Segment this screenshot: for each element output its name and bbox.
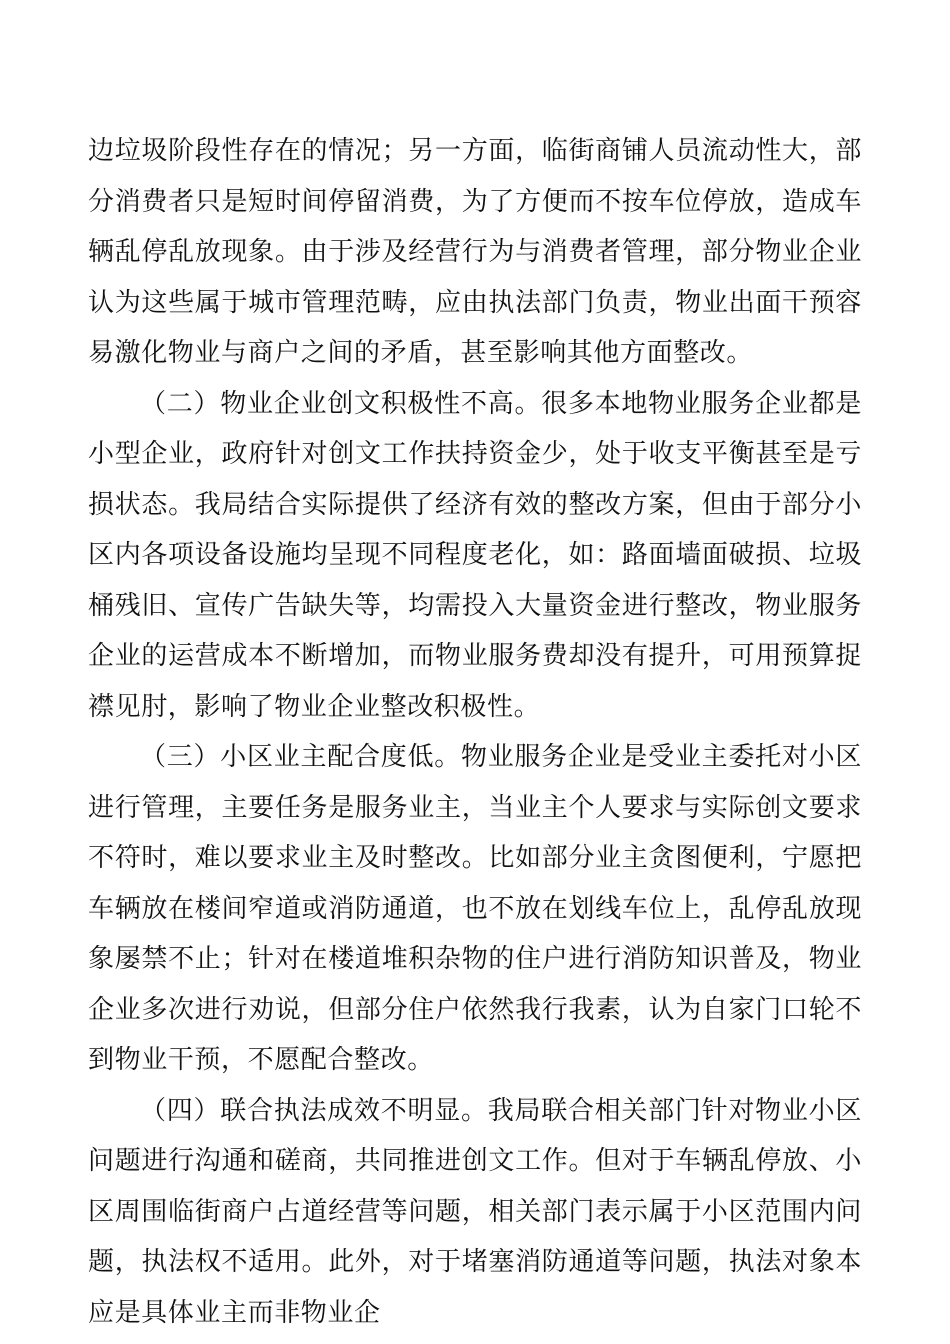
paragraph-section-3: （三）小区业主配合度低。物业服务企业是受业主委托对小区进行管理，主要任务是服务业主，当业主个人要求与实际创文要求不符时，难以要求业主及时整改。比如部分业主贪图便利，宁愿把车辆放在楼间窄道或消防通道，也不放在划线车位上，乱停乱放现象屡禁不止；针对在楼道堆积杂物的住户进行消防知识普及，物业企业多次进行劝说，但部分住户依然我行我素，认为自家门口轮不到物业干预，不愿配合整改。 (88, 742, 862, 1075)
paragraph-section-4: （四）联合执法成效不明显。我局联合相关部门针对物业小区问题进行沟通和磋商，共同推进创文工作。但对于车辆乱停放、小区周围临街商户占道经营等问题，相关部门表示属于小区范围内问题，执法权不适用。此外，对于堵塞消防通道等问题，执法对象本应是具体业主而非物业企 (88, 1095, 862, 1328)
paragraph-section-2: （二）物业企业创文积极性不高。很多本地物业服务企业都是小型企业，政府针对创文工作扶持资金少，处于收支平衡甚至是亏损状态。我局结合实际提供了经济有效的整改方案，但由于部分小区内各项设备设施均呈现不同程度老化，如：路面墙面破损、垃圾桶残旧、宣传广告缺失等，均需投入大量资金进行整改，物业服务企业的运营成本不断增加，而物业服务费却没有提升，可用预算捉襟见肘，影响了物业企业整改积极性。 (88, 388, 862, 722)
paragraph-continuation: 边垃圾阶段性存在的情况；另一方面，临街商铺人员流动性大，部分消费者只是短时间停留消费，为了方便而不按车位停放，造成车辆乱停乱放现象。由于涉及经营行为与消费者管理，部分物业企业认为这些属于城市管理范畴，应由执法部门负责，物业出面干预容易激化物业与商户之间的矛盾，甚至影响其他方面整改。 (88, 136, 862, 368)
document-body (88, 126, 862, 1338)
